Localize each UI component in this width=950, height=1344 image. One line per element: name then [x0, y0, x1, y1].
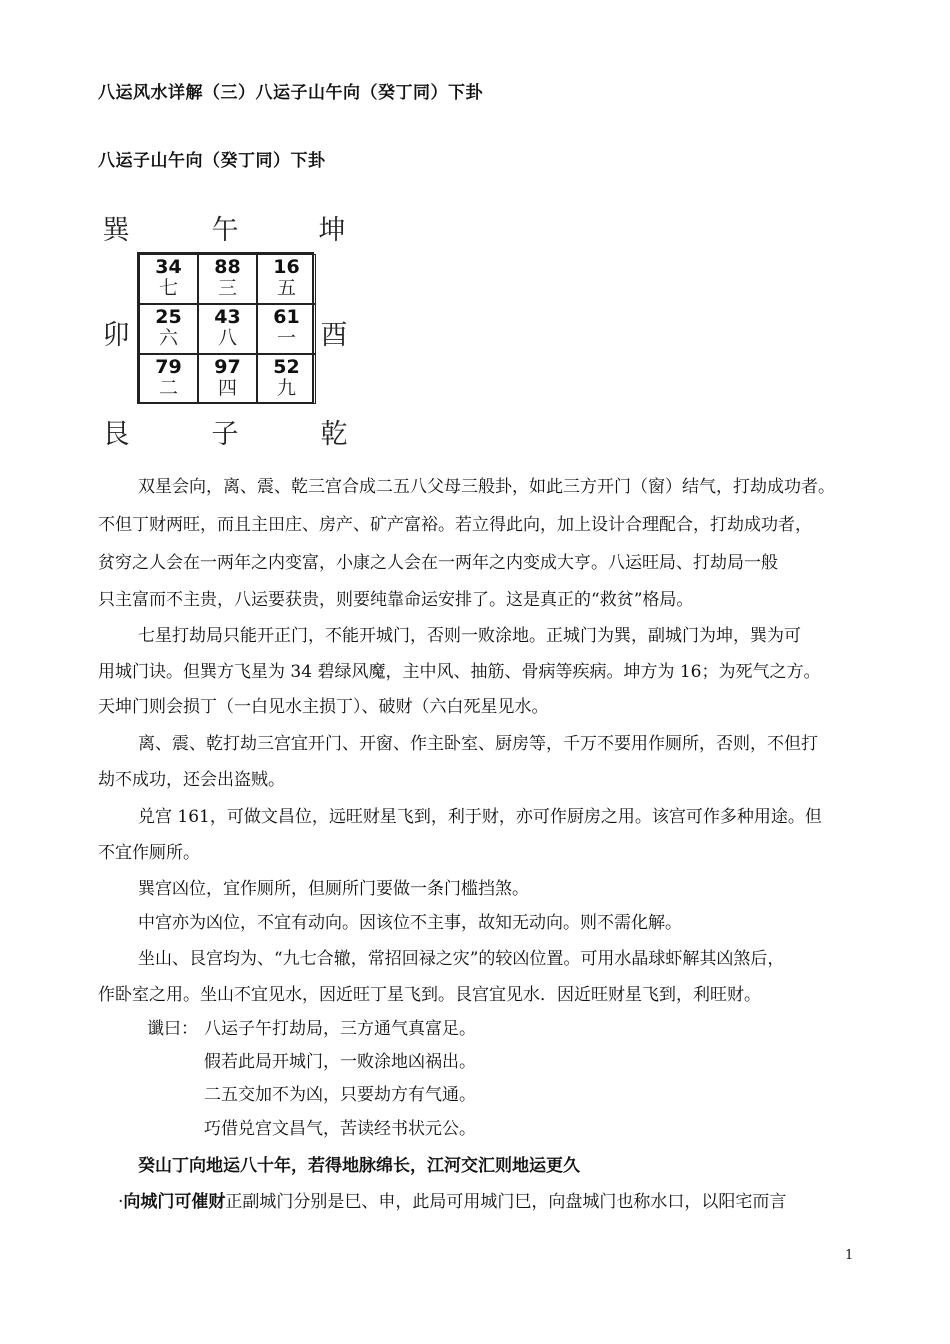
body-line: 只主富而不主贵，八运要获贵，则要纯靠命运安排了。这是真正的“救贫”格局。 — [98, 590, 694, 610]
body-line: 不但丁财两旺，而且主田庄、房产、矿产富裕。若立得此向，加上设计合理配合，打劫成功者， — [98, 515, 812, 535]
body-line: 离、震、乾打劫三宫宜开门、开窗、作主卧室、厨房等，千万不要用作厕所，否则，不但打 — [138, 734, 818, 754]
grid-cell — [139, 354, 198, 404]
cell-stars: 61 — [273, 306, 300, 328]
cell-stars: 16 — [273, 256, 300, 278]
body-line: 双星会向，离、震、乾三宫合成二五八父母三般卦，如此三方开门（窗）结气，打劫成功者。 — [138, 477, 835, 497]
direction-bottom: 子 — [211, 419, 239, 450]
direction-top-left: 巽 — [102, 215, 130, 246]
grid-cell — [198, 304, 257, 354]
direction-bottom-right: 乾 — [320, 419, 348, 450]
cell-stars: 43 — [214, 306, 241, 328]
verse-line: 巧借兑宫文昌气，苦读经书状元公。 — [204, 1119, 476, 1139]
section-subtitle: 八运子山午向（癸丁同）下卦 — [98, 151, 326, 171]
grid-cell — [257, 254, 316, 304]
bullet-text: 正副城门分别是巳、申，此局可用城门巳，向盘城门也称水口，以阳宅而言 — [225, 1192, 787, 1212]
body-line: 兑宫 161，可做文昌位，远旺财星飞到，利于财，亦可作厨房之用。该宫可作多种用途。但 — [138, 807, 822, 827]
body-line: 贫穷之人会在一两年之内变富，小康之人会在一两年之内变成大亨。八运旺局、打劫局一般 — [98, 553, 778, 573]
bullet-item — [118, 1187, 786, 1212]
body-line: 不宜作厕所。 — [98, 843, 200, 863]
bullet-bold-text: 向城门可催财 — [123, 1192, 226, 1212]
bullet-marker: · — [118, 1192, 124, 1212]
grid-cell — [139, 254, 198, 304]
body-line: 巽宫凶位，宜作厕所，但厕所门要做一条门槛挡煞。 — [138, 879, 529, 899]
body-line: 七星打劫局只能开正门，不能开城门，否则一败涂地。正城门为巽，副城门为坤，巽为可 — [138, 626, 801, 646]
page-number: 1 — [845, 1248, 854, 1263]
cell-stars: 34 — [155, 256, 182, 278]
grid-cell — [198, 354, 257, 404]
grid-cell — [139, 304, 198, 354]
grid-cell — [198, 254, 257, 304]
body-line: 坐山、艮宫均为、“九七合辙，常招回禄之灾”的较凶位置。可用水晶球虾解其凶煞后， — [138, 949, 785, 969]
cell-stars: 97 — [214, 356, 241, 378]
grid-cell — [257, 354, 316, 404]
direction-left: 卯 — [102, 320, 130, 351]
body-line: 用城门诀。但巽方飞星为 34 碧绿风魔，主中风、抽筋、骨病等疾病。坤方为 16；为死气之方。 — [98, 662, 821, 682]
verse-line: 假若此局开城门，一败涂地凶祸出。 — [204, 1052, 476, 1072]
direction-top-right: 坤 — [318, 215, 346, 246]
verse-line: 八运子午打劫局，三方通气真富足。 — [204, 1019, 476, 1039]
cell-base-star: 一 — [276, 327, 296, 349]
cell-base-star: 三 — [217, 277, 237, 299]
cell-base-star: 二 — [158, 377, 178, 399]
direction-bottom-left: 艮 — [102, 419, 130, 450]
cell-stars: 52 — [273, 356, 300, 378]
cell-base-star: 六 — [158, 327, 178, 349]
body-line: 作卧室之用。坐山不宜见水，因近旺丁星飞到。艮宫宜见水．因近旺财星飞到，利旺财。 — [98, 985, 761, 1005]
cell-base-star: 九 — [276, 377, 296, 399]
body-line: 劫不成功，还会出盗贼。 — [98, 770, 285, 790]
cell-base-star: 七 — [158, 277, 178, 299]
cell-stars: 88 — [214, 256, 241, 278]
cell-stars: 79 — [155, 356, 182, 378]
verse-line: 二五交加不为凶，只要劫方有气通。 — [204, 1085, 476, 1105]
star-grid — [137, 252, 314, 404]
section-heading: 癸山丁向地运八十年，若得地脉绵长，江河交汇则地运更久 — [138, 1156, 580, 1176]
page-title: 八运风水详解（三）八运子山午向（癸丁同）下卦 — [98, 83, 483, 103]
cell-stars: 25 — [155, 306, 182, 328]
body-line: 中宫亦为凶位，不宜有动向。因该位不主事，故知无动向。则不需化解。 — [138, 913, 682, 933]
grid-cell — [257, 304, 316, 354]
cell-base-star: 八 — [217, 327, 237, 349]
verse-label: 谶曰： — [147, 1019, 198, 1039]
cell-base-star: 四 — [217, 377, 237, 399]
direction-top: 午 — [211, 215, 239, 246]
body-line: 天坤门则会损丁（一白见水主损丁）、破财（六白死星见水。 — [98, 697, 549, 717]
direction-right: 酉 — [320, 320, 348, 351]
cell-base-star: 五 — [276, 277, 296, 299]
